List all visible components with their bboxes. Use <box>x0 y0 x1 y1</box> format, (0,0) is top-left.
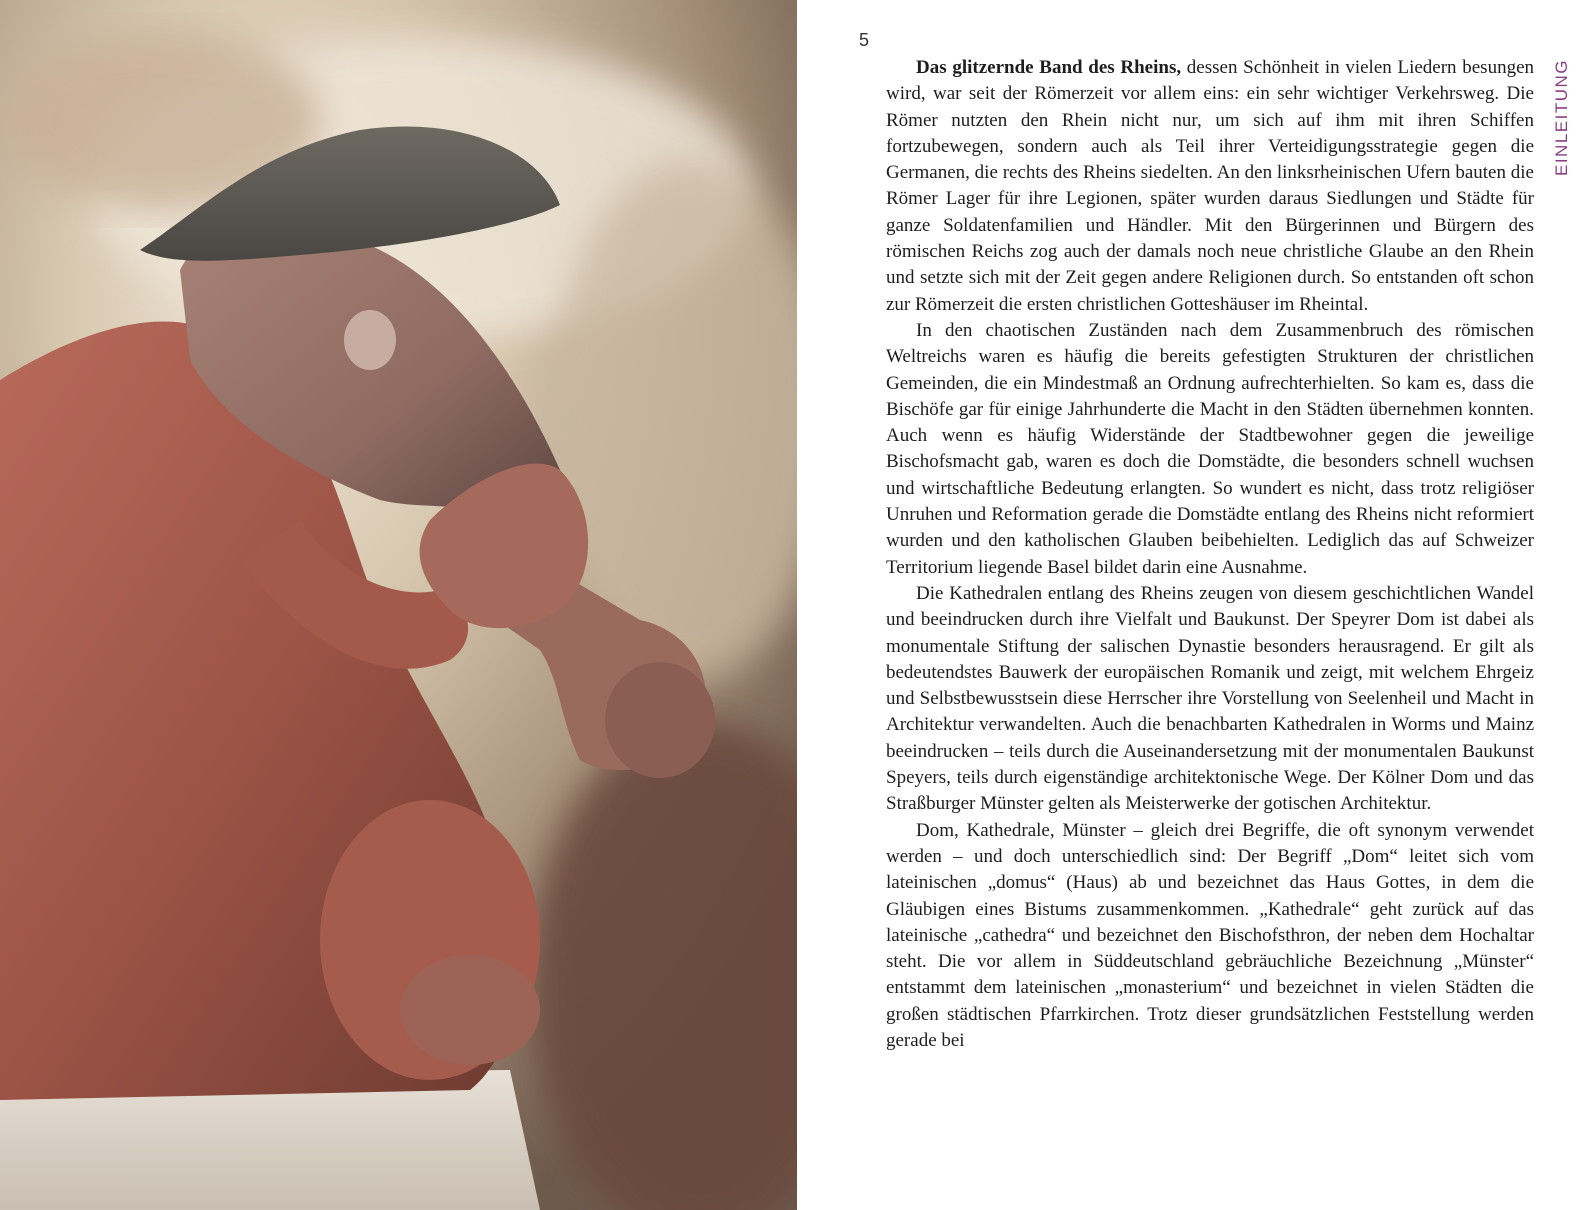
page-number: 5 <box>859 30 870 50</box>
paragraph-1 <box>886 55 1534 318</box>
paragraph-2: In den chaotischen Zuständen nach dem Zusammenbruch des römischen Weltreichs waren es häufig die bereits gefestigten Strukturen der christlichen Gemeinden, die ein Mindestmaß an Ordnung aufrechterhielten. So kam es, dass die Bischöfe gar für einige Jahrhunderte die Macht in den Städten übernehmen konnten. Auch wenn es häufig Widerstände der Stadtbewohner gegen die jeweilige Bischofsmacht gab, waren es doch die Domstädte, die besonders schnell wuchsen und wirtschaftliche Bedeutung erlangten. So wundert es nicht, dass trotz religiöser Unruhen und Reformation gerade die Domstädte entlang des Rheins nicht reformiert wurden und den katholischen Glauben beibehielten. Lediglich das auf Schweizer Territorium liegende Basel bildet darin eine Ausnahme. <box>886 319 1534 578</box>
paragraph-3: Die Kathedralen entlang des Rheins zeugen von diesem geschichtlichen Wandel und beeindrucken durch ihre Vielfalt und Baukunst. Der Speyrer Dom ist dabei als monumentale Stiftung der salischen Dynastie besonders herausragend. Er gilt als bedeutendstes Bauwerk der europäischen Romanik und zeigt, mit welchem Ehrgeiz und Selbstbewusstsein diese Herrscher ihre Vorstellung von Seelenheil und Macht in Architektur verwandelten. Auch die benachbarten Kathedralen in Worms und Mainz beeindrucken – teils durch die Auseinandersetzung mit der monumentalen Baukunst Speyers, teils durch eigenständige architektonische Wege. Der Kölner Dom und das Straßburger Münster gelten als Meisterwerke der gotischen Architektur. <box>886 582 1534 815</box>
lead-in: Das glitzernde Band des Rheins, <box>916 57 1182 78</box>
body-text <box>886 55 1534 1054</box>
paragraph-4: Dom, Kathedrale, Münster – gleich drei Begriffe, die oft synonym verwendet werden – und doch unterschiedlich sind: Der Begriff „Dom“ leitet sich vom lateinischen „domus“ (Haus) ab und bezeichnet das Haus Gottes, in dem die Gläubigen eines Bistums zusammenkommen. „Kathedrale“ geht zurück auf das lateinische „cathedra“ und bezeichnet den Bischofsthron, der neben dem Hochaltar steht. Die vor allem in Süddeutschland gebräuchliche Bezeichnung „Münster“ entstammt dem lateinischen „monasterium“ und bezeichnet in vielen Städten die großen städtischen Pfarrkirchen. Trotz dieser grundsätzlichen Feststellung werden gerade bei <box>886 819 1534 1051</box>
section-label: EINLEITUNG <box>1552 58 1571 176</box>
paragraph-1-text: dessen Schönheit in vielen Liedern besungen wird, war seit der Römerzeit vor allem eins: ein sehr wichtiger Verkehrsweg. Die Römer nutzten den Rhein nicht nur, um sich auf ihm mit ihren Schiffen fortzubewegen, sondern auch als Teil ihrer Verteidigungsstrategie gegen die Germanen, die rechts des Rheins siedelten. An den linksrheinischen Ufern bauten die Römer Lager für ihre Legionen, später wurden daraus Siedlungen und Städte für ganze Soldatenfamilien und Händler. Mit den Bürgerinnen und Bürgern des römischen Reichs zog auch der damals noch neue christliche Glaube an den Rhein und setzte sich mit der Zeit gegen andere Religionen durch. So entstanden oft schon zur Römerzeit die ersten christlichen Gotteshäuser im Rheintal. <box>886 57 1534 315</box>
